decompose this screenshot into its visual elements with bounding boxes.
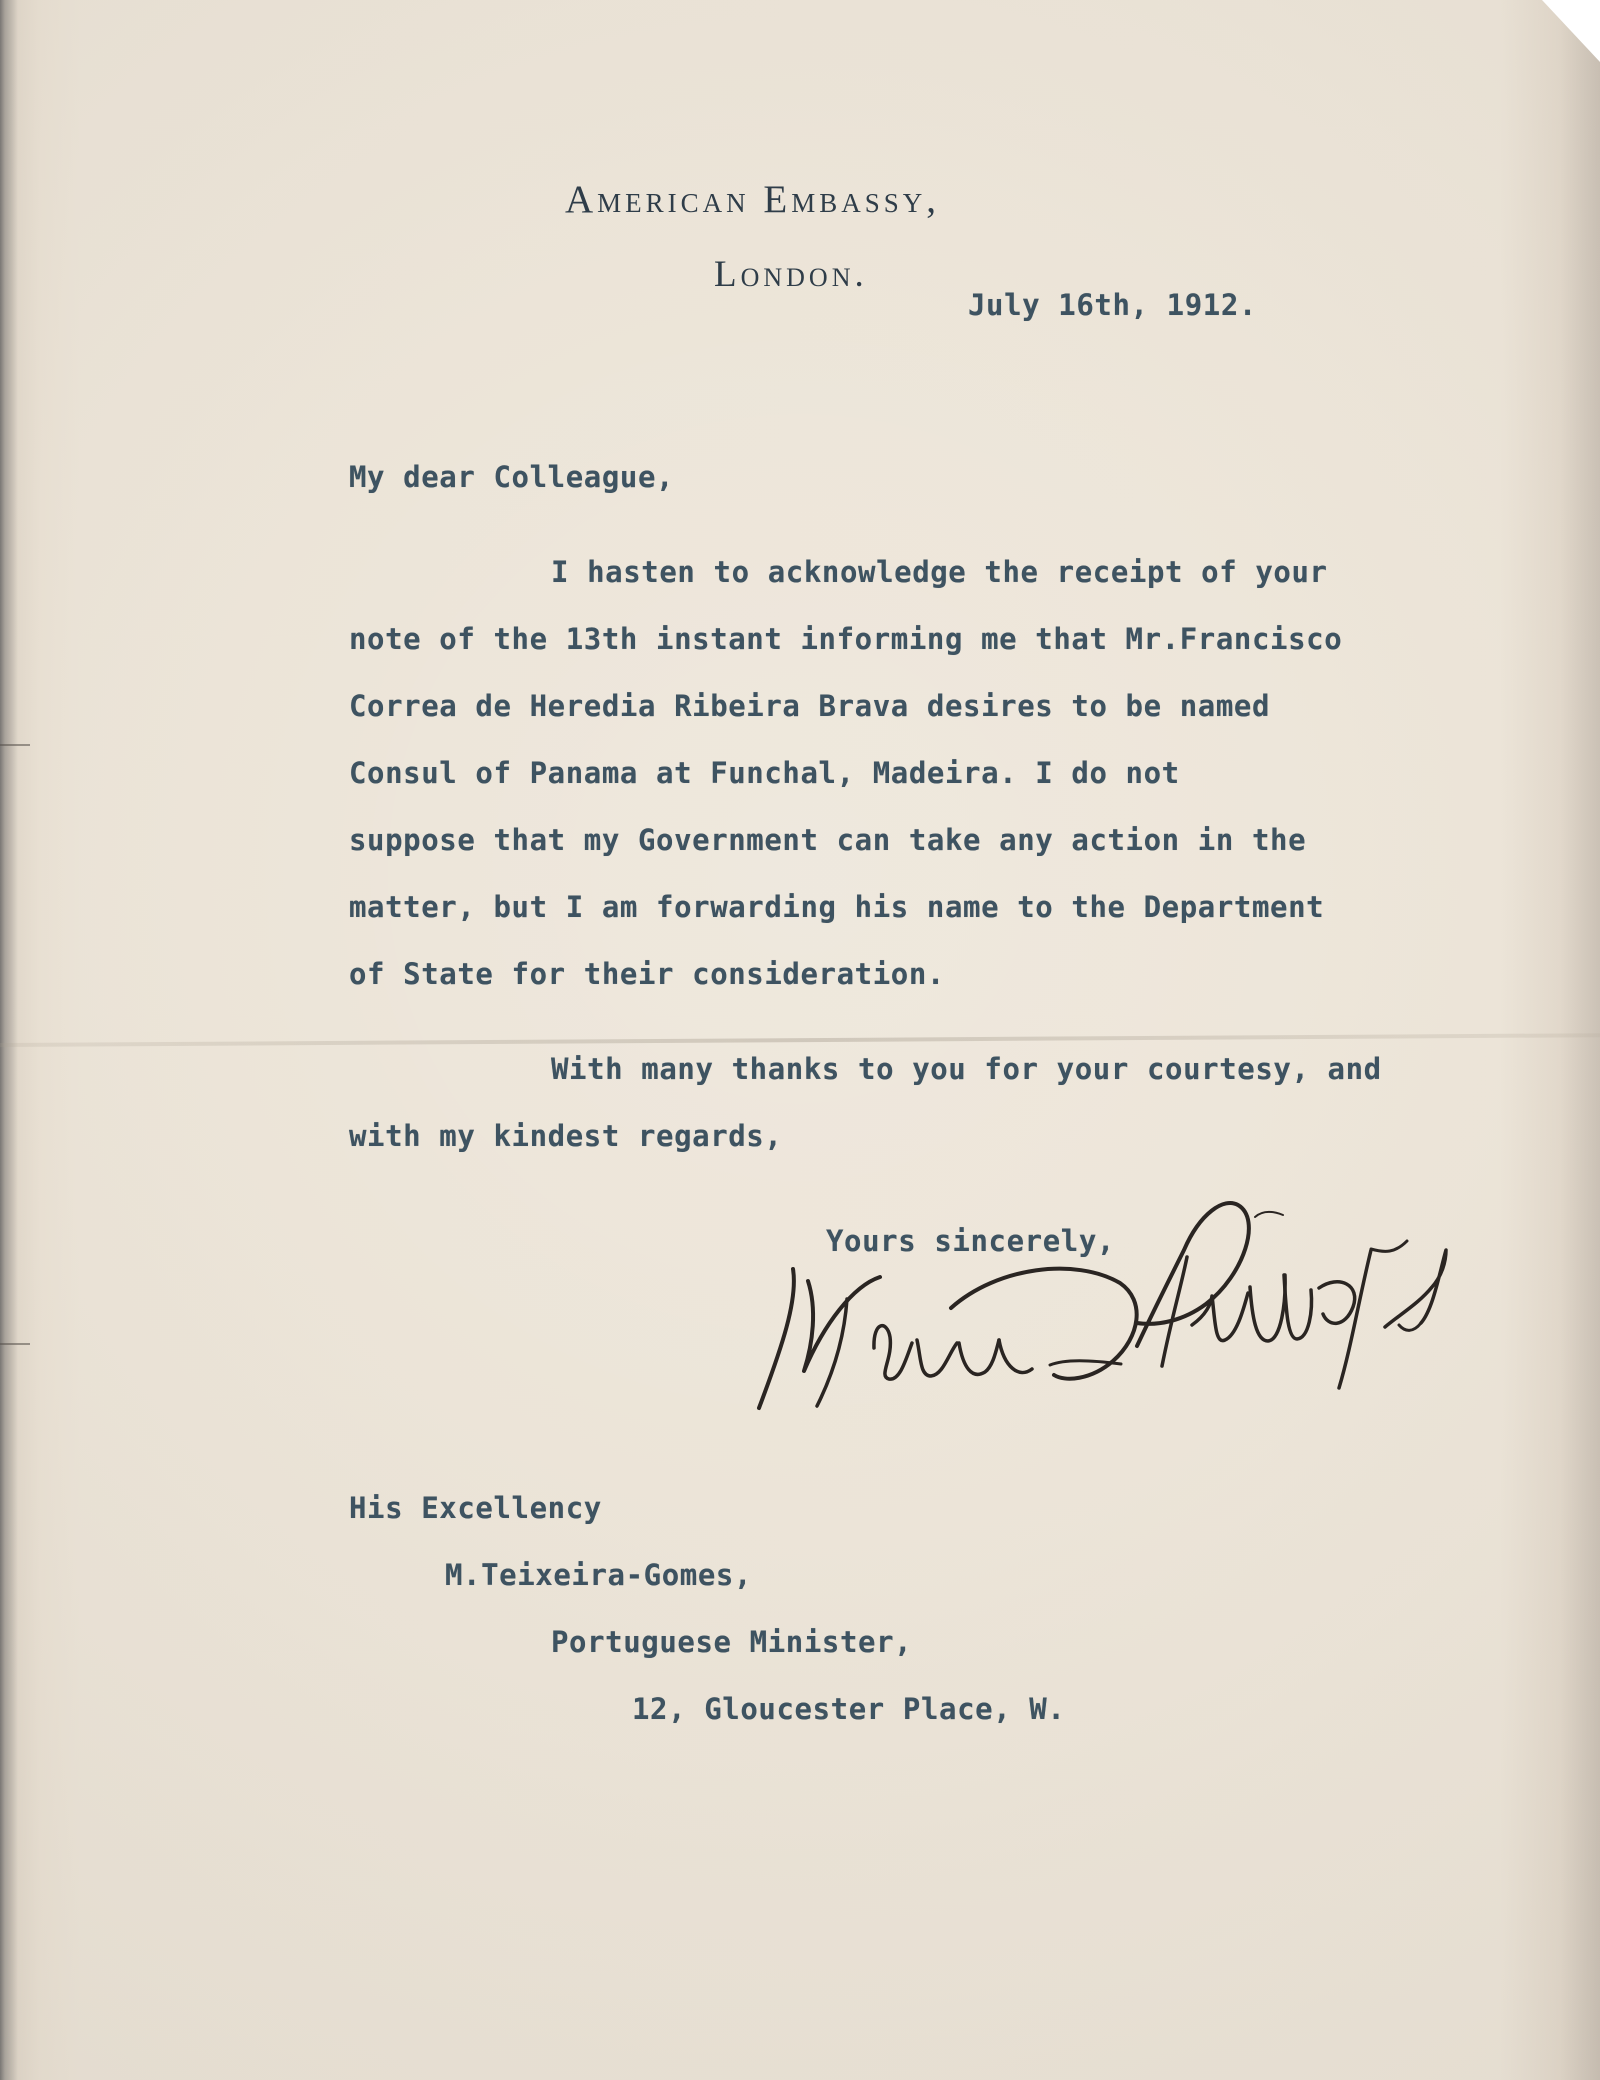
edge-mark bbox=[0, 1343, 30, 1345]
signoff: Yours sincerely, bbox=[826, 1224, 1115, 1258]
body-line: suppose that my Government can take any action in the bbox=[349, 823, 1307, 857]
closing-line bbox=[349, 1036, 1479, 1103]
letter-date: July 16th, 1912. bbox=[968, 288, 1257, 322]
closing-line-text: With many thanks to you for your courtesy, and bbox=[551, 1052, 1382, 1086]
recipient-position: Portuguese Minister, bbox=[551, 1625, 913, 1659]
letter-body bbox=[349, 539, 1469, 1008]
letterhead-embassy: American Embassy, bbox=[565, 178, 941, 221]
right-edge-shadow bbox=[1560, 0, 1600, 2080]
recipient-address: 12, Gloucester Place, W. bbox=[632, 1692, 1066, 1726]
closing-paragraph bbox=[349, 1036, 1479, 1170]
body-line-text: I hasten to acknowledge the receipt of your bbox=[551, 555, 1328, 589]
recipient-name: M.Teixeira-Gomes, bbox=[445, 1558, 753, 1592]
left-edge-shadow bbox=[0, 0, 18, 2080]
closing-line: with my kindest regards, bbox=[349, 1119, 783, 1153]
salutation: My dear Colleague, bbox=[349, 460, 675, 494]
edge-mark bbox=[0, 744, 30, 746]
body-line: note of the 13th instant informing me that Mr.Francisco bbox=[349, 622, 1343, 656]
body-line: matter, but I am forwarding his name to the Department bbox=[349, 890, 1325, 924]
body-line bbox=[349, 539, 1469, 606]
body-line: of State for their consideration. bbox=[349, 957, 945, 991]
recipient-title: His Excellency bbox=[349, 1491, 602, 1525]
handwritten-signature bbox=[735, 1195, 1455, 1430]
page-corner-fold bbox=[1542, 0, 1600, 62]
body-line: Consul of Panama at Funchal, Madeira. I do not bbox=[349, 756, 1180, 790]
letterhead-city: London. bbox=[714, 254, 868, 295]
body-line: Correa de Heredia Ribeira Brava desires to be named bbox=[349, 689, 1271, 723]
